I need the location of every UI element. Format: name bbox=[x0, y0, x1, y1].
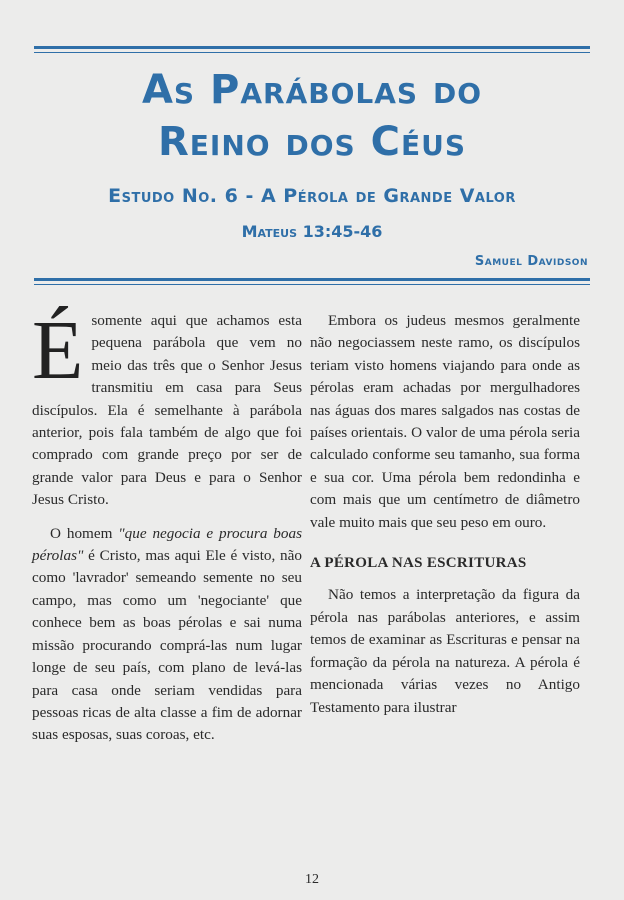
paragraph-1 bbox=[32, 304, 302, 512]
drop-cap: É bbox=[32, 304, 84, 397]
scripture-reference: Mateus 13:45-46 bbox=[241, 222, 383, 241]
right-column bbox=[310, 310, 580, 730]
paragraph-2-rest: é Cristo, mas aqui Ele é visto, não como 'lavrador' semeando semente no seu campo, mas como um 'negociante' que conhece bem as boas pérolas e sai numa missão procurando comprá-las num lugar longe de seu país, com plano de levá-las para casa onde seriam vendidas para pessoas ricas de alta classe a fim de adornar suas esposas, suas coroas, etc. bbox=[32, 547, 302, 744]
section-heading: A PÉROLA NAS ESCRITURAS bbox=[310, 555, 527, 572]
study-subtitle: Estudo No. 6 - A Pérola de Grande Valor bbox=[108, 185, 516, 207]
paragraph-4: Não temos a interpretação da figura da pérola nas parábolas anteriores, e assim temos de examinar as Escrituras e pensar na formação da pérola na natureza. A pérola é mencionada várias vezes no Antigo Testamento para ilustrar bbox=[310, 586, 580, 716]
header-bottom-rule bbox=[34, 278, 590, 285]
page-title bbox=[20, 64, 604, 168]
paragraph-2-start: O homem bbox=[50, 524, 119, 542]
paragraph-3: Embora os judeus mesmos geralmente não negociassem neste ramo, os discípulos teriam visto homens viajando para onde as pérolas eram achadas por mergulhadores nas águas dos mares salgados nas costas de países orientais. O valor de uma pérola seria calculado conforme seu tamanho, sua forma e sua cor. Uma pérola bem redondinha e com mais que um centímetro de diâmetro vale muito mais que seu peso em ouro. bbox=[310, 312, 580, 531]
paragraph-2 bbox=[32, 523, 302, 747]
title-line-2: Reino dos Céus bbox=[157, 119, 467, 165]
left-column bbox=[32, 304, 302, 758]
author-name: Samuel Davidson bbox=[474, 254, 588, 269]
page-number: 12 bbox=[305, 872, 319, 887]
title-line-1: As Parábolas do bbox=[141, 67, 483, 113]
paragraph-2-quote: "que negocia e procura boas pérolas" bbox=[32, 524, 302, 565]
paragraph-1-text: somente aqui que achamos esta pequena parábola que vem no meio das três que o Senhor Jesus transmitiu em casa para Seus discípulos. Ela é semelhante à parábola anterior, pois fala também de algo que foi comprado com grande preço por ser de grande valor para Deus e para o Senhor Jesus Cristo. bbox=[32, 312, 302, 509]
top-double-rule bbox=[34, 46, 590, 53]
